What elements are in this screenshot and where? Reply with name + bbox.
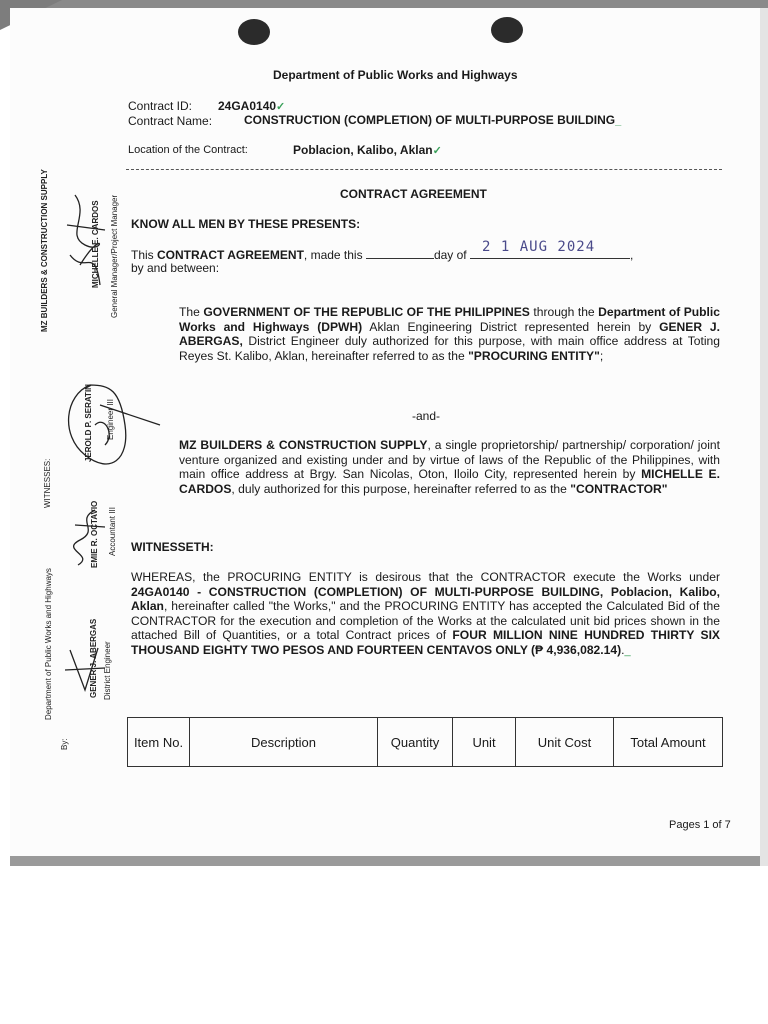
- department-title: Department of Public Works and Highways: [273, 68, 518, 82]
- stamped-date: 2 1 AUG 2024: [482, 239, 596, 255]
- margin-sig4-title: District Engineer: [103, 641, 112, 700]
- margin-sig2-title: Engineer III: [106, 399, 115, 440]
- know-all-men: KNOW ALL MEN BY THESE PRESENTS:: [131, 217, 361, 231]
- col-quantity: Quantity: [378, 718, 453, 767]
- scan-border-bottom: [10, 856, 760, 866]
- signature-seratin: [60, 375, 170, 465]
- margin-sig1-name: MICHELLE E. CARDOS: [91, 200, 100, 288]
- margin-by: By:: [60, 738, 69, 750]
- party-procuring-entity: The GOVERNMENT OF THE REPUBLIC OF THE PHILIPPINES through the Department of Public Works and Highways (DPWH) Aklan Engineering District represented herein by GENER J. ABERGAS, District Engineer duly authorized for this purpose, with main office address at Toting Reyes St. Kalibo, Aklan, hereinafter referred to as the "PROCURING ENTITY";: [179, 305, 720, 363]
- col-item-no: Item No.: [128, 718, 190, 767]
- margin-department: Department of Public Works and Highways: [44, 568, 53, 720]
- punch-hole-right: [491, 17, 523, 43]
- by-and-between: by and between:: [131, 261, 220, 275]
- col-total-amount: Total Amount: [614, 718, 723, 767]
- location-label: Location of the Contract:: [128, 144, 248, 156]
- party-contractor: MZ BUILDERS & CONSTRUCTION SUPPLY, a single proprietorship/ partnership/ corporation/ joint venture organized and existing under and by virtue of laws of the Republic of the Philippines, with main office address at Brgy. San Nicolas, Oton, Iloilo City, represented herein by MICHELLE E. CARDOS, duly authorized for this purpose, hereinafter referred to as the "CONTRACTOR": [179, 438, 720, 496]
- signature-cardos: [55, 185, 115, 305]
- punch-hole-left: [238, 19, 270, 45]
- col-unit: Unit: [453, 718, 516, 767]
- margin-witnesses: WITNESSES:: [43, 458, 52, 508]
- bill-of-quantities-table: [127, 717, 723, 767]
- page-number: Pages 1 of 7: [669, 819, 731, 831]
- contract-name: CONSTRUCTION (COMPLETION) OF MULTI-PURPOSE BUILDING_: [244, 113, 622, 127]
- witnesseth-paragraph: WHEREAS, the PROCURING ENTITY is desirous that the CONTRACTOR execute the Works under 24GA0140 - CONSTRUCTION (COMPLETION) OF MULTI-PURPOSE BUILDING, Poblacion, Kalibo, Aklan, hereinafter called "the Works," and the PROCURING ENTITY has accepted the Calculated Bid of the CONTRACTOR for the execution and completion of the Works at the calculated unit bid prices shown in the attached Bill of Quantities, or a total Contract prices of FOUR MILLION NINE HUNDRED THIRTY SIX THOUSAND EIGHTY TWO PESOS AND FOURTEEN CENTAVOS ONLY (₱ 4,936,082.14)._: [131, 570, 720, 657]
- margin-sig3-name: EMIE R. OCTAVIO: [90, 500, 99, 568]
- witnesseth-title: WITNESSETH:: [131, 540, 214, 554]
- margin-sig1-title: General Manager/Project Manager: [110, 194, 119, 318]
- and-separator: -and-: [412, 409, 441, 423]
- contract-id-label: Contract ID:: [128, 99, 193, 113]
- margin-sig4-name: GENER J. ABERGAS: [89, 618, 98, 698]
- col-unit-cost: Unit Cost: [516, 718, 614, 767]
- margin-sig3-title: Accountant III: [108, 507, 117, 556]
- agreement-date-line: This CONTRACT AGREEMENT, made this day of 2 1 AUG 2024 ,: [131, 239, 634, 262]
- contract-id: 24GA0140✓: [218, 99, 286, 113]
- table-header-row: [128, 718, 723, 767]
- agreement-title: CONTRACT AGREEMENT: [340, 187, 487, 201]
- header-separator: [126, 169, 722, 170]
- margin-sig2-name: JEROLD P. SERATIN: [84, 384, 93, 462]
- col-description: Description: [190, 718, 378, 767]
- signature-octavio: [70, 505, 110, 575]
- margin-company-name: MZ BUILDERS & CONSTRUCTION SUPPLY: [40, 169, 49, 332]
- scan-border-top: [0, 0, 768, 8]
- location: Poblacion, Kalibo, Aklan✓: [293, 143, 442, 157]
- contract-name-label: Contract Name:: [128, 114, 213, 128]
- signature-abergas: [60, 640, 110, 700]
